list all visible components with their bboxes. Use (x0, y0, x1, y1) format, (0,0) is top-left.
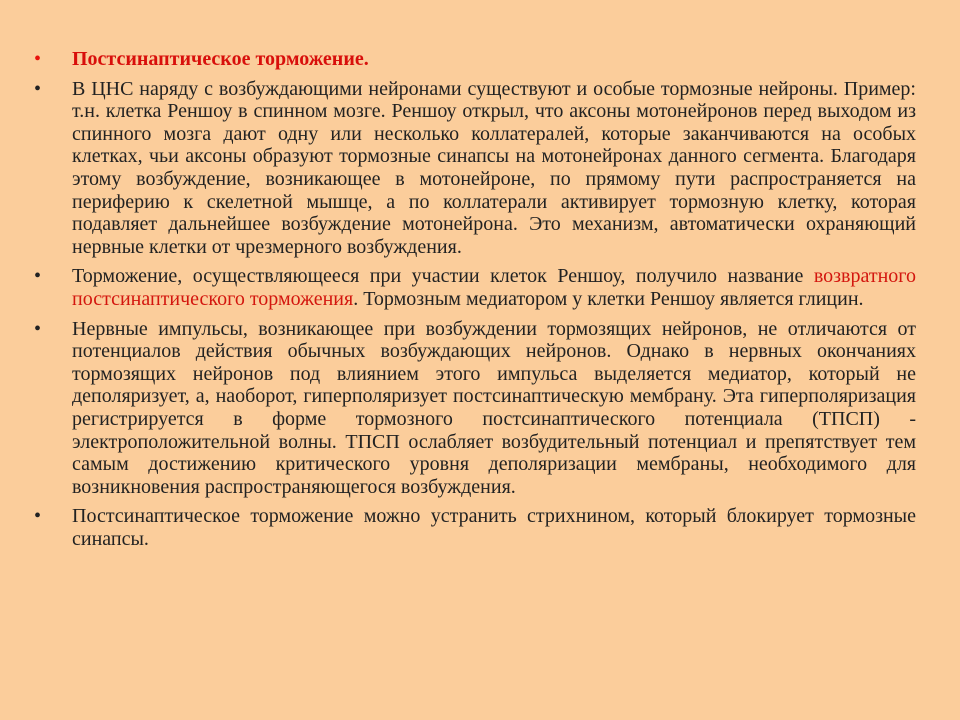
bullet-text: Постсинаптическое торможение можно устранить стрихнином, который блокирует тормозные синапсы. (72, 505, 916, 550)
bullet-heading (34, 48, 916, 71)
bullet-dot-icon: • (34, 77, 42, 100)
bullet-strychnine (34, 505, 916, 550)
bullet-text-before: Торможение, осуществляющееся при участии клеток Реншоу, получило название (72, 265, 814, 288)
bullet-dot-icon: • (34, 505, 42, 528)
bullet-renshaw-description (34, 77, 916, 259)
slide-heading: Постсинаптическое торможение. (72, 48, 369, 70)
highlighted-term: возвратного постсинаптического торможения (72, 265, 916, 310)
bullet-ipsp-description (34, 317, 916, 499)
bullet-dot-icon: • (34, 48, 42, 70)
bullet-dot-icon: • (34, 317, 42, 340)
bullet-dot-icon: • (34, 265, 42, 288)
bullet-recurrent-inhibition (34, 265, 916, 310)
bullet-text-after: . Тормозным медиатором у клетки Реншоу является глицин. (353, 287, 864, 310)
bullet-text: Нервные импульсы, возникающее при возбуждении тормозящих нейронов, не отличаются от потенциалов действия обычных возбуждающих нейронов. Однако в нервных окончаниях тормозящих нейронов под влиянием этого импульса выделяется медиатор, который не деполяризует, а, наоборот, гиперполяризует постсинаптическую мембрану. Эта гиперполяризация регистрируется в форме тормозного постсинаптического потенциала (ТПСП) - электроположительной волны. ТПСП ослабляет возбудительный потенциал и препятствует тем самым достижению критического уровня деполяризации мембраны, необходимого для возникновения распространяющегося возбуждения. (72, 317, 916, 498)
bullet-text: В ЦНС наряду с возбуждающими нейронами существуют и особые тормозные нейроны. Пример: т.н. клетка Реншоу в спинном мозге. Реншоу открыл, что аксоны мотонейронов перед выходом из спинного мозга дают одну или несколько коллатералей, которые заканчиваются на особых клетках, чьи аксоны образуют тормозные синапсы на мотонейронах данного сегмента. Благодаря этому возбуждение, возникающее в мотонейроне, по прямому пути распространяется на периферию к скелетной мышце, а по коллатерали активирует тормозную клетку, которая подавляет дальнейшее возбуждение мотонейрона. Это механизм, автоматически охраняющий нервные клетки от чрезмерного возбуждения. (72, 77, 916, 258)
bullet-list (34, 48, 916, 557)
